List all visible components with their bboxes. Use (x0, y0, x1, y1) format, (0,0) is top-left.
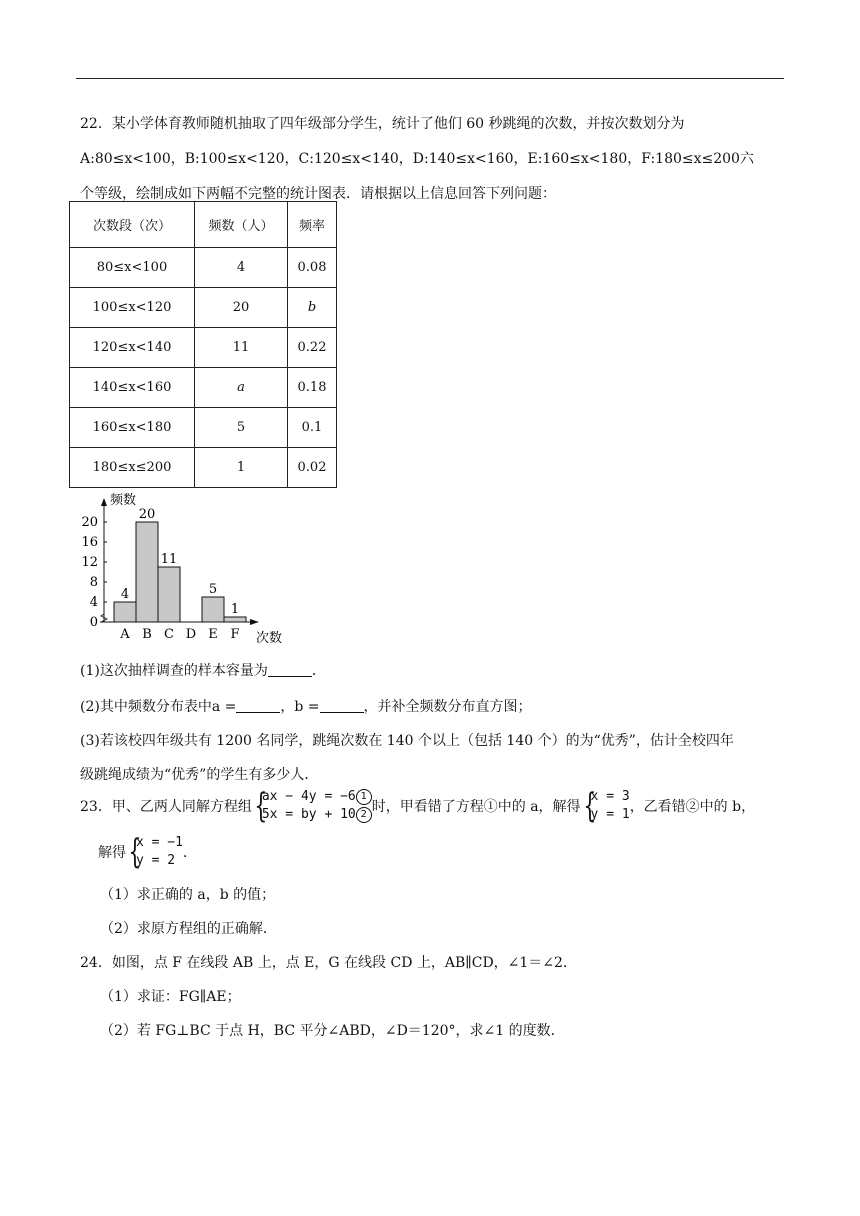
frequency-table (69, 201, 337, 488)
answer-blank (236, 698, 280, 713)
y-tick-label: 12 (81, 555, 98, 570)
table-cell: 0.1 (288, 408, 337, 448)
q23-part2: （2）求原方程组的正确解． (100, 921, 277, 937)
q24-line1: 24．如图，点 F 在线段 AB 上，点 E，G 在线段 CD 上，AB∥CD，∠1＝∠2． (80, 955, 577, 971)
x-tick-label: F (230, 627, 240, 642)
x-axis-label: 次数 (256, 631, 283, 646)
y-tick-label: 0 (89, 615, 98, 630)
y-tick-label: 4 (89, 595, 98, 610)
table-cell: 140≤x<160 (70, 368, 195, 408)
table-row (70, 288, 337, 328)
table-row (70, 248, 337, 288)
table-cell: 0.02 (288, 448, 337, 488)
table-cell: 20 (195, 288, 288, 328)
table-row (70, 408, 337, 448)
bar-C (158, 567, 180, 622)
bar-B (136, 522, 158, 622)
answer-blank (268, 662, 312, 677)
bar-A (114, 602, 136, 622)
y-axis-label: 频数 (110, 493, 137, 508)
solution-1: { x = 3 y = 1 (581, 788, 630, 824)
table-cell: 0.22 (288, 328, 337, 368)
bar-E (202, 597, 224, 622)
x-tick-label: C (164, 627, 174, 642)
bar-F (224, 617, 246, 622)
table-cell: 80≤x<100 (70, 248, 195, 288)
q22-part3-line1: (3)若该校四年级共有 1200 名同学，跳绳次数在 140 个以上（包括 140 个）的为“优秀”，估计全校四年 (80, 733, 734, 749)
y-tick-label: 16 (81, 535, 98, 550)
table-cell: 4 (195, 248, 288, 288)
table-cell: 5 (195, 408, 288, 448)
table-cell: 120≤x<140 (70, 328, 195, 368)
q24-part1: （1）求证：FG∥AE； (100, 989, 241, 1005)
q23-part1: （1）求正确的 a，b 的值； (100, 887, 276, 903)
table-row (70, 448, 337, 488)
q24-part2: （2）若 FG⊥BC 于点 H，BC 平分∠ABD，∠D＝120°，求∠1 的度数． (100, 1023, 565, 1039)
y-tick-label: 20 (81, 515, 98, 530)
data-label: 1 (230, 602, 240, 617)
table-cell: 0.18 (288, 368, 337, 408)
q22-part3-line2: 级跳绳成绩为“优秀”的学生有多少人． (80, 767, 319, 783)
table-row (70, 368, 337, 408)
data-label: 5 (208, 582, 218, 597)
q22-part2: (2)其中频数分布表中a = ，b = ，并补全频数分布直方图； (80, 699, 532, 715)
table-header-cell: 频数（人） (195, 202, 288, 248)
header-rule (76, 78, 784, 79)
table-row (70, 328, 337, 368)
x-tick-label: D (185, 627, 197, 642)
table-cell: 100≤x<120 (70, 288, 195, 328)
x-tick-label: A (120, 627, 130, 642)
y-axis-arrow (101, 498, 107, 506)
y-tick-label: 8 (89, 575, 98, 590)
q22-line1: 22．某小学体育教师随机抽取了四年级部分学生，统计了他们 60 秒跳绳的次数，并按次数划分为 (80, 116, 685, 132)
table-cell: 160≤x<180 (70, 408, 195, 448)
data-label: 4 (120, 587, 130, 602)
table-cell: b (288, 288, 337, 328)
answer-blank (320, 698, 364, 713)
table-cell: 1 (195, 448, 288, 488)
frequency-histogram (74, 490, 304, 650)
table-header-row (70, 202, 337, 248)
data-label: 11 (160, 552, 178, 567)
q22-part1: (1)这次抽样调查的样本容量为 ． (80, 663, 326, 679)
q22-line3: 个等级，绘制成如下两幅不完整的统计图表．请根据以上信息回答下列问题： (80, 186, 556, 202)
table-header-cell: 次数段（次） (70, 202, 195, 248)
solution-2: { x = −1 y = 2 (126, 834, 183, 870)
q23-line1: 23．甲、乙两人同解方程组{ ax − 4y = −6 1 5x = by + 10 2 时，甲看错了方程①中的 a，解得{ x = 3 y = 1，乙看错②中的 b， (80, 788, 755, 824)
x-tick-label: B (142, 627, 152, 642)
table-cell: 11 (195, 328, 288, 368)
table-cell: 0.08 (288, 248, 337, 288)
data-label: 20 (138, 507, 156, 522)
q23-line2: 解得{ x = −1 y = 2 ． (98, 834, 197, 870)
table-cell: 180≤x≤200 (70, 448, 195, 488)
equation-2: 5x = by + 10 2 (262, 807, 372, 822)
equation-system (252, 788, 372, 824)
table-cell: a (195, 368, 288, 408)
q22-line2: A:80≤x<100，B:100≤x<120，C:120≤x<140，D:140≤x<160，E:160≤x<180，F:180≤x≤200六 (80, 151, 754, 167)
x-axis-arrow (250, 619, 259, 625)
table-header-cell: 频率 (288, 202, 337, 248)
equation-1: ax − 4y = −6 1 (262, 789, 372, 804)
x-tick-label: E (208, 627, 218, 642)
